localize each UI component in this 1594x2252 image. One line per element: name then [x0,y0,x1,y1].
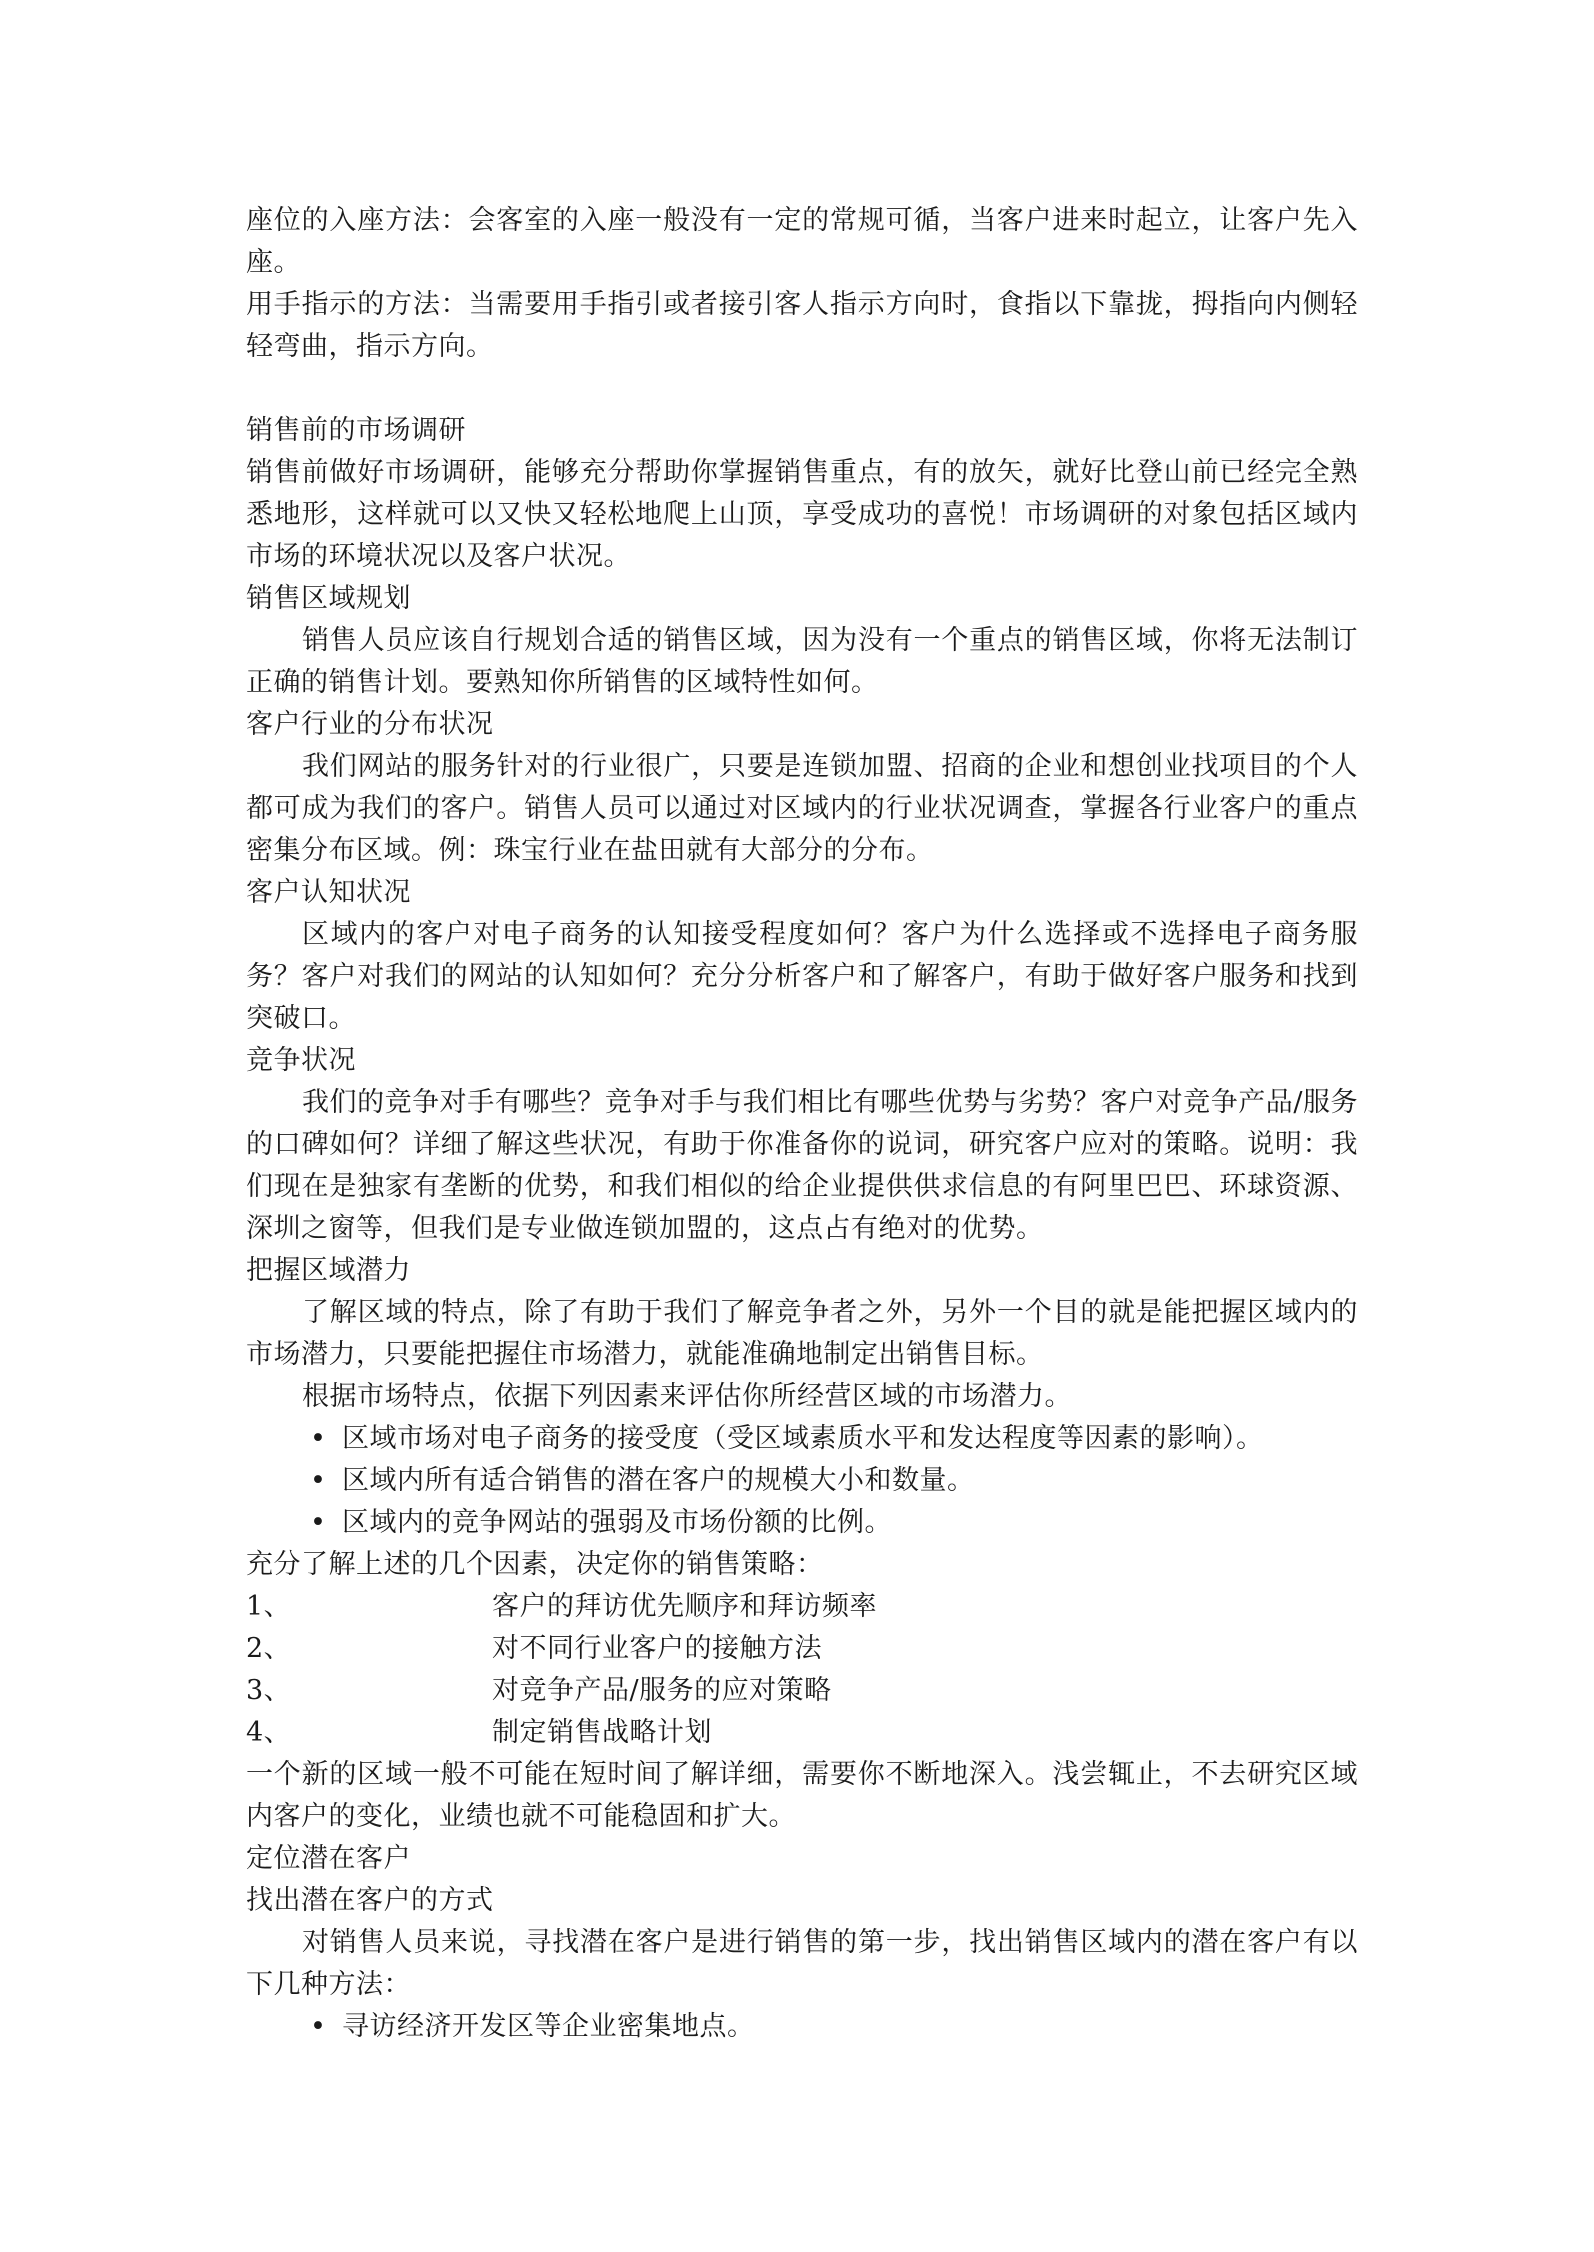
list-item [246,1628,1358,1670]
factors-intro-paragraph: 根据市场特点，依据下列因素来评估你所经营区域的市场潜力。 [302,1381,1072,1412]
strategy-list [246,1586,1358,1754]
list-item-text: 寻访经济开发区等企业密集地点。 [342,2011,755,2042]
industry-distribution-paragraph: 我们网站的服务针对的行业很广，只要是连锁加盟、招商的企业和想创业找项目的个人都可成为我们的客户。销售人员可以通过对区域内的行业状况调查，掌握各行业客户的重点密集分布区域。例：珠宝行业在盐田就有大部分的分布。 [246,751,1358,866]
heading-competition: 竞争状况 [246,1045,356,1076]
list-item [246,1460,1358,1502]
bullet-icon: • [310,1423,327,1454]
factors-list [246,1418,1358,1544]
list-item-text: 区域内的竞争网站的强弱及市场份额的比例。 [342,1507,892,1538]
list-item [246,1586,1358,1628]
list-number: 4、 [246,1717,292,1748]
list-item-text: 客户的拜访优先顺序和拜访频率 [492,1591,877,1622]
list-item-text: 区域内所有适合销售的潜在客户的规模大小和数量。 [342,1465,975,1496]
list-item [246,1670,1358,1712]
competition-paragraph: 我们的竞争对手有哪些？竞争对手与我们相比有哪些优势与劣势？客户对竞争产品/服务的口碑如何？详细了解这些状况，有助于你准备你的说词，研究客户应对的策略。说明：我们现在是独家有垄断的优势，和我们相似的给企业提供供求信息的有阿里巴巴、环球资源、深圳之窗等，但我们是专业做连锁加盟的，这点占有绝对的优势。 [246,1087,1358,1244]
methods-list [246,2006,1358,2048]
heading-find-prospects: 找出潜在客户的方式 [246,1885,494,1916]
list-item [246,1502,1358,1544]
list-item-text: 制定销售战略计划 [492,1717,712,1748]
heading-customer-awareness: 客户认知状况 [246,877,411,908]
find-prospects-paragraph: 对销售人员来说，寻找潜在客户是进行销售的第一步，找出销售区域内的潜在客户有以下几种方法： [246,1927,1358,2000]
heading-market-research: 销售前的市场调研 [246,415,466,446]
list-item [246,1418,1358,1460]
list-item [246,2006,1358,2048]
region-potential-paragraph: 了解区域的特点，除了有助于我们了解竞争者之外，另外一个目的就是能把握区域内的市场潜力，只要能把握住市场潜力，就能准确地制定出销售目标。 [246,1297,1358,1370]
seating-method-paragraph: 座位的入座方法：会客室的入座一般没有一定的常规可循，当客户进来时起立，让客户先入座。 [246,205,1358,278]
list-number: 2、 [246,1633,292,1664]
document-page [246,200,1358,2048]
bullet-icon: • [310,1465,327,1496]
blank-line [246,368,1358,410]
bullet-icon: • [310,1507,327,1538]
new-region-paragraph: 一个新的区域一般不可能在短时间了解详细，需要你不断地深入。浅尝辄止，不去研究区域内客户的变化，业绩也就不可能稳固和扩大。 [246,1759,1358,1832]
heading-locate-prospects: 定位潜在客户 [246,1843,411,1874]
strategy-intro-paragraph: 充分了解上述的几个因素，决定你的销售策略： [246,1549,824,1580]
hand-gesture-paragraph: 用手指示的方法：当需要用手指引或者接引客人指示方向时，食指以下靠拢，拇指向内侧轻轻弯曲，指示方向。 [246,289,1358,362]
heading-sales-region-planning: 销售区域规划 [246,583,411,614]
sales-region-paragraph: 销售人员应该自行规划合适的销售区域，因为没有一个重点的销售区域，你将无法制订正确的销售计划。要熟知你所销售的区域特性如何。 [246,625,1358,698]
list-number: 3、 [246,1675,292,1706]
list-item [246,1712,1358,1754]
list-item-text: 区域市场对电子商务的接受度（受区域素质水平和发达程度等因素的影响）。 [342,1423,1264,1454]
market-research-paragraph: 销售前做好市场调研，能够充分帮助你掌握销售重点，有的放矢，就好比登山前已经完全熟悉地形，这样就可以又快又轻松地爬上山顶，享受成功的喜悦！市场调研的对象包括区域内市场的环境状况以及客户状况。 [246,457,1358,572]
heading-region-potential: 把握区域潜力 [246,1255,411,1286]
list-item-text: 对不同行业客户的接触方法 [492,1633,822,1664]
bullet-icon: • [310,2011,327,2042]
list-number: 1、 [246,1591,292,1622]
heading-industry-distribution: 客户行业的分布状况 [246,709,494,740]
list-item-text: 对竞争产品/服务的应对策略 [492,1675,832,1706]
customer-awareness-paragraph: 区域内的客户对电子商务的认知接受程度如何？客户为什么选择或不选择电子商务服务？客户对我们的网站的认知如何？充分分析客户和了解客户，有助于做好客户服务和找到突破口。 [246,919,1358,1034]
